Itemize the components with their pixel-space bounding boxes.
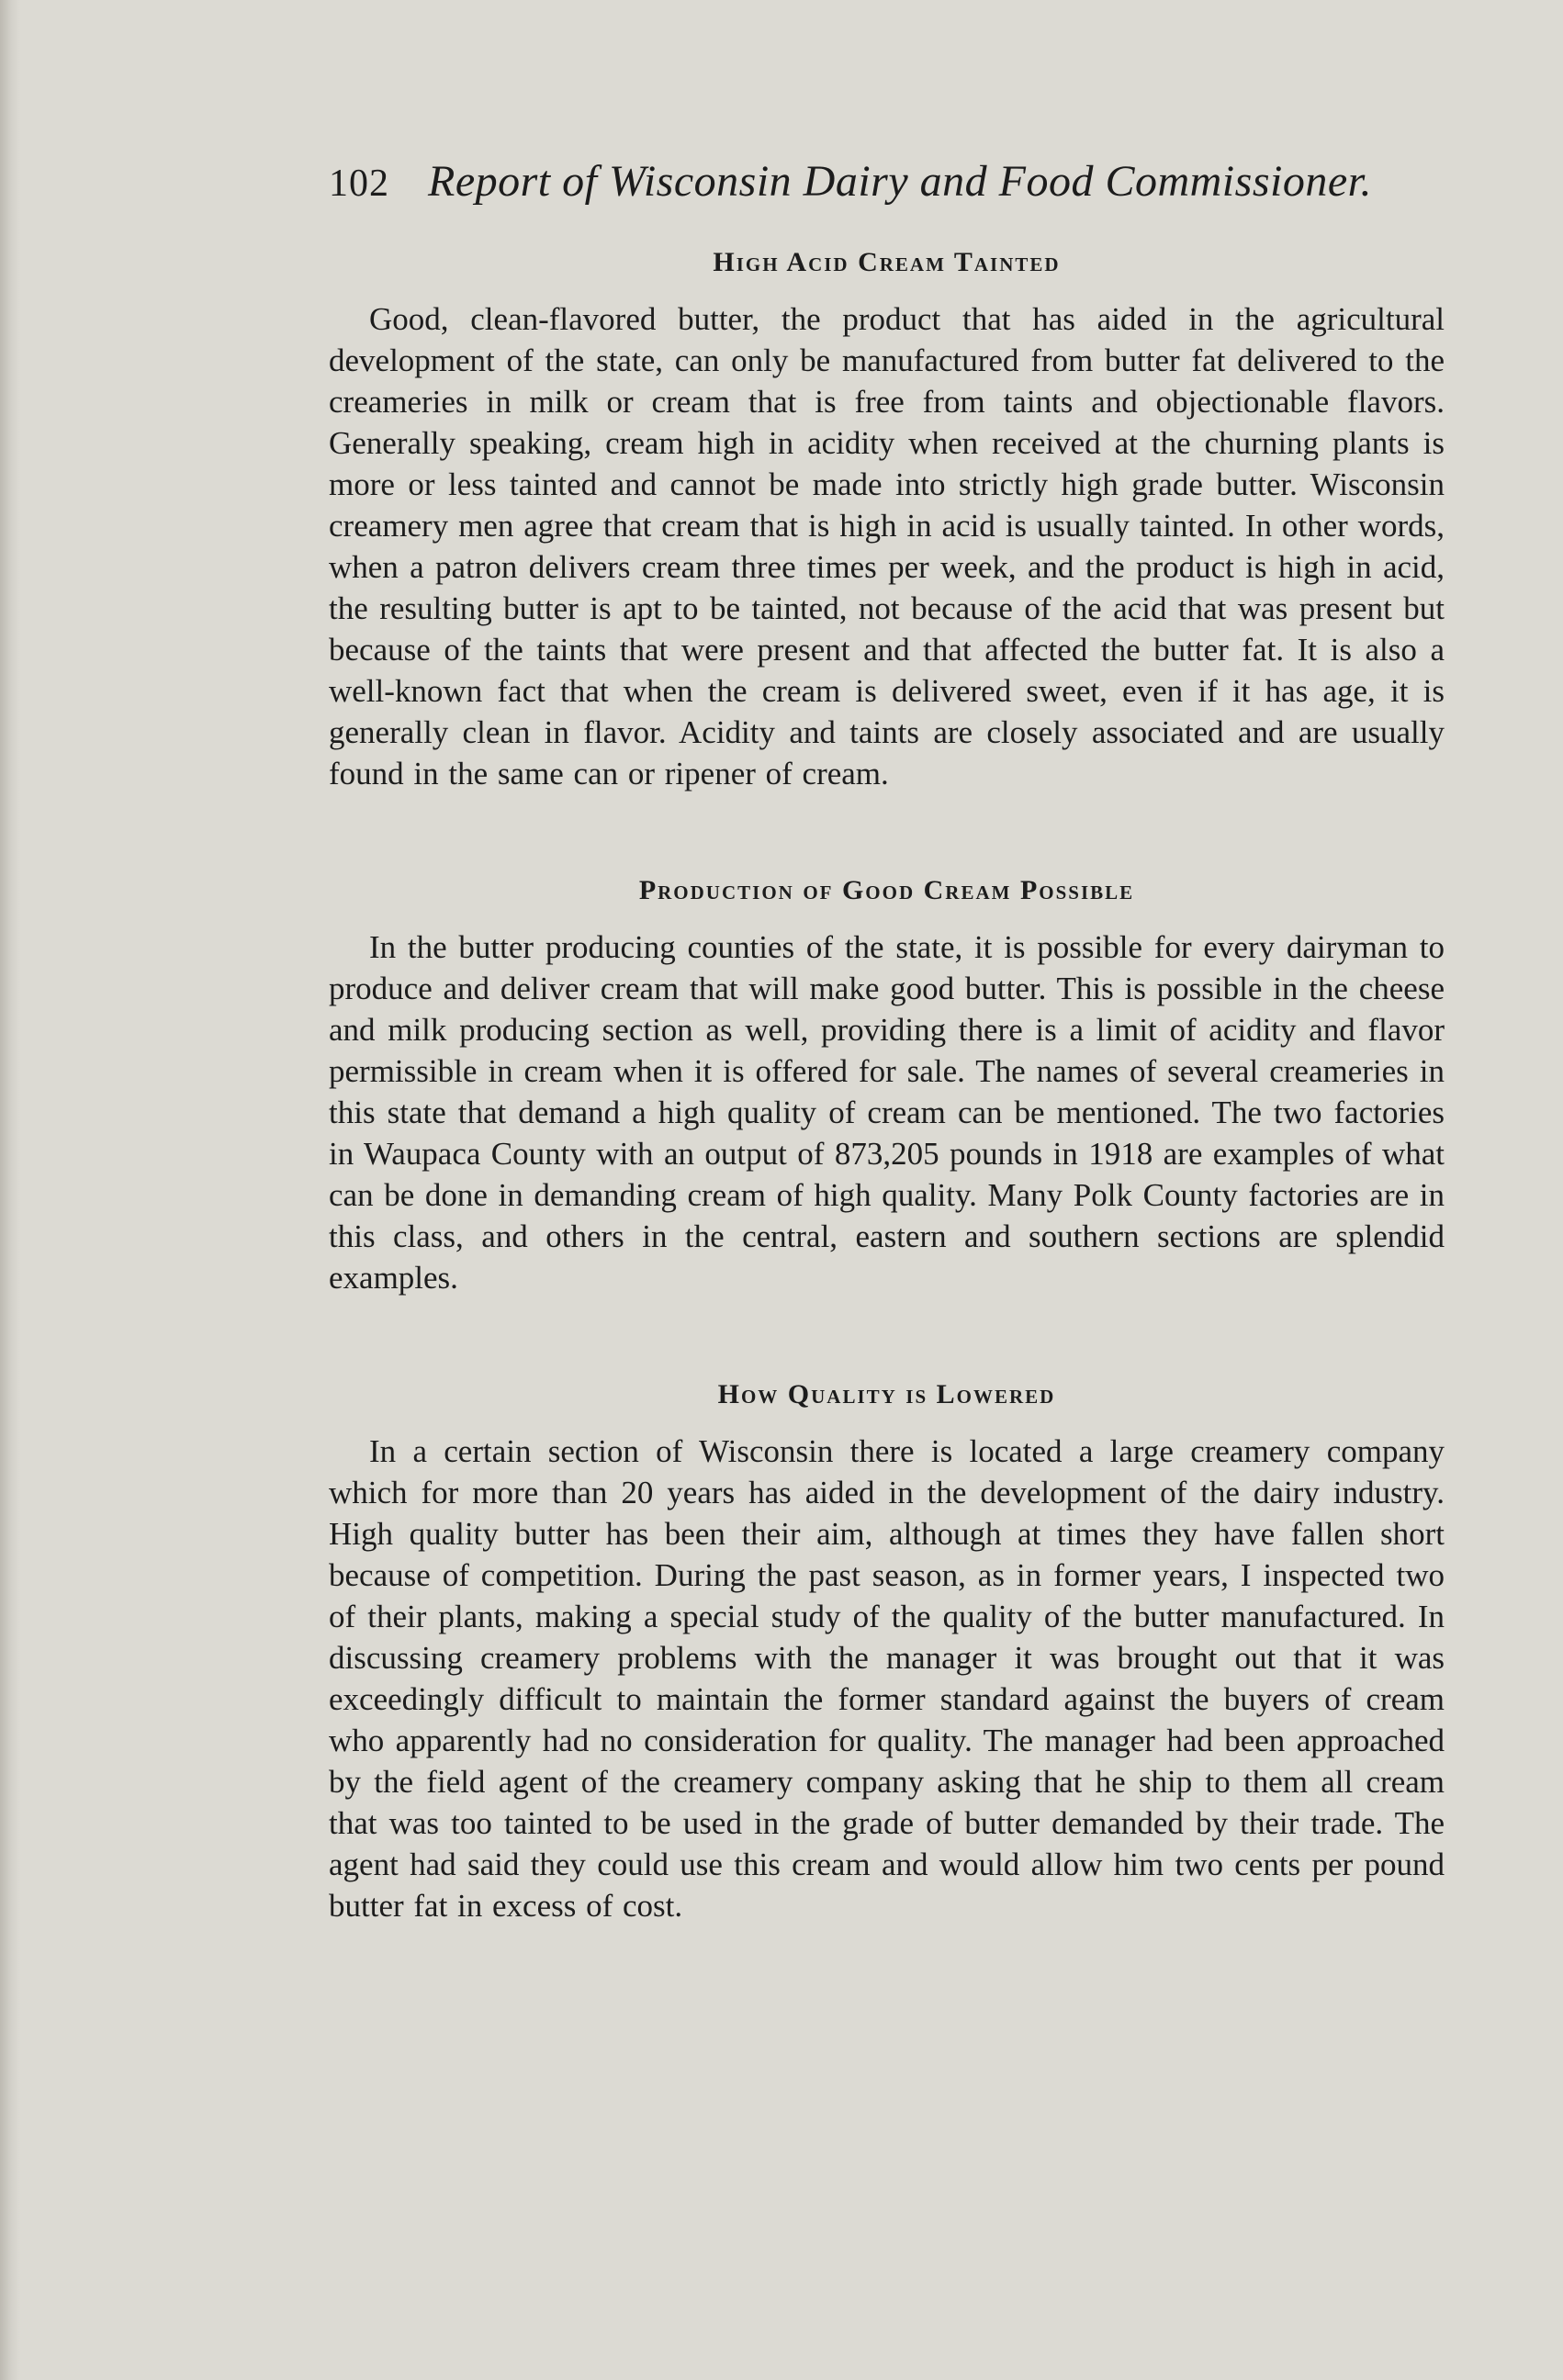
document-page — [329, 156, 1445, 2007]
section-heading: Production of Good Cream Possible — [638, 875, 1135, 905]
running-title: Report of Wisconsin Dairy and Food Commissioner. — [428, 157, 1372, 206]
section-paragraph: In the butter producing counties of the state, it is possible for every dairyman to produce and deliver cream that will make good butter. This is possible in the cheese and milk producing section as well, providing there is a limit of acidity and flavor permissible in cream when it is offered for sale. The names of several creameries in this state that demand a high quality of cream can be mentioned. The two factories in Waupaca County with an output of 873,205 pounds in 1918 are examples of what can be done in demanding cream of high quality. Many Polk County factories are in this class, and others in the central, eastern and southern sections are splendid examples. — [329, 929, 1445, 1296]
section-heading: High Acid Cream Tainted — [713, 247, 1061, 277]
page-number: 102 — [329, 163, 389, 205]
page-edge — [0, 0, 20, 2380]
section-heading: How Quality is Lowered — [717, 1379, 1056, 1409]
running-header — [329, 156, 1445, 207]
section-paragraph: Good, clean-flavored butter, the product that has aided in the agricultural development of the state, can only be manufactured from butter fat delivered to the creameries in milk or cream that is free from taints and objectionable flavors. Generally speaking, cream high in acidity when received at the churning plants is more or less tainted and cannot be made into strictly high grade butter. Wisconsin creamery men agree that cream that is high in acid is usually tainted. In other words, when a patron delivers cream three times per week, and the product is high in acid, the resulting butter is apt to be tainted, not because of the acid that was present but because of the taints that were present and that affected the butter fat. It is also a well-known fact that when the cream is delivered sweet, even if it has age, it is generally clean in flavor. Acidity and taints are closely associated and are usually found in the same can or ripener of cream. — [329, 301, 1445, 791]
section-paragraph: In a certain section of Wisconsin there is located a large creamery company which for more than 20 years has aided in the development of the dairy industry. High quality butter has been their aim, although at times they have fallen short because of competition. During the past season, as in former years, I inspected two of their plants, making a special study of the quality of the butter manufactured. In discussing creamery problems with the manager it was brought out that it was exceedingly difficult to maintain the former standard against the buyers of cream who apparently had no consideration for quality. The manager had been approached by the field agent of the creamery company asking that he ship to them all cream that was too tainted to be used in the grade of butter demanded by their trade. The agent had said they could use this cream and would allow him two cents per pound butter fat in excess of cost. — [329, 1433, 1445, 1924]
section-quality-lowered — [329, 1379, 1445, 1926]
section-good-cream-possible — [329, 875, 1445, 1298]
section-high-acid-cream — [329, 247, 1445, 794]
